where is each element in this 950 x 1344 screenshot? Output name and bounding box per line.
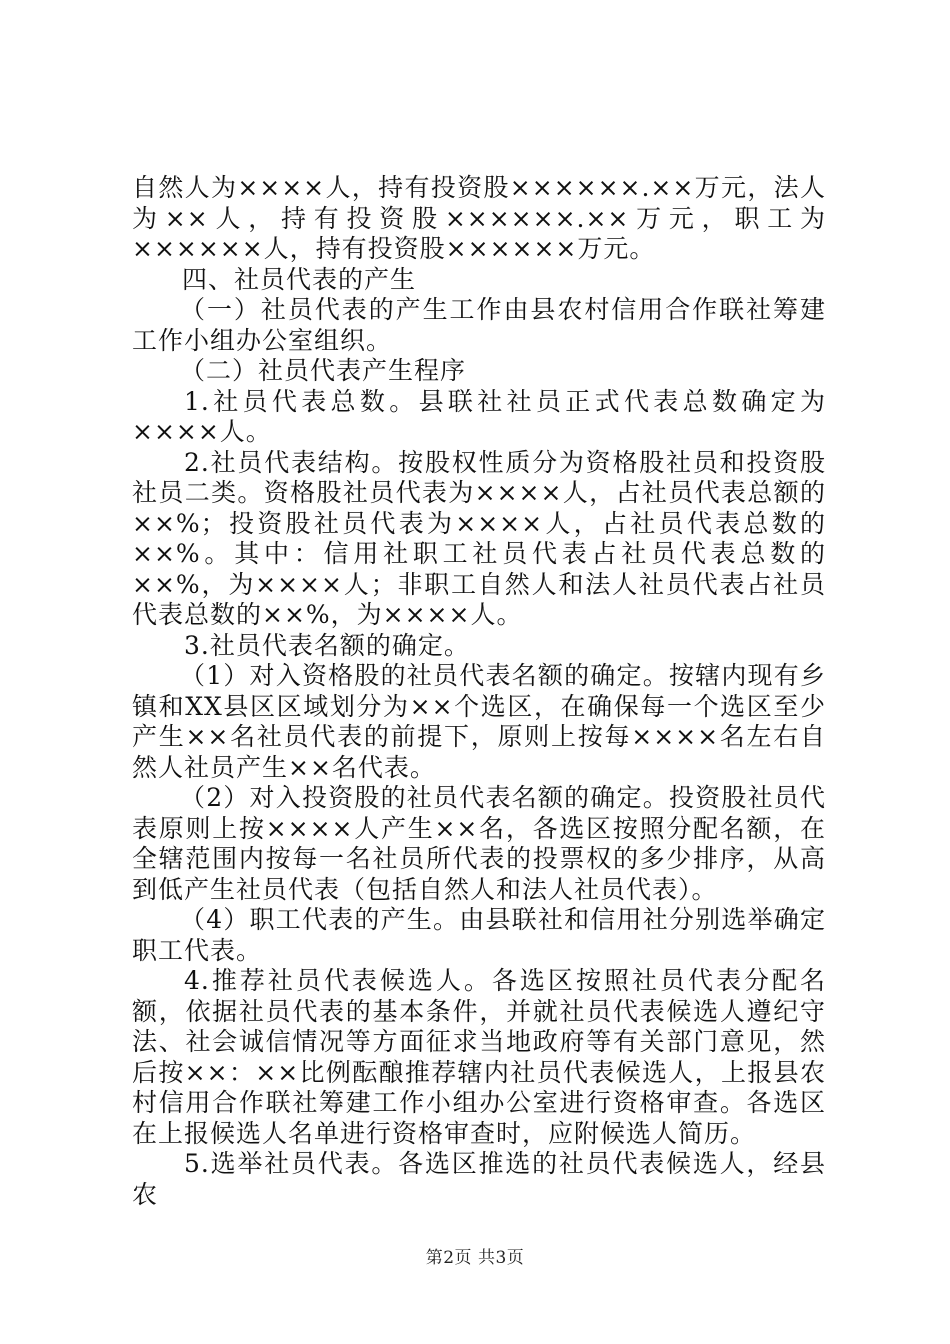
document-body <box>132 173 826 1210</box>
section-heading: 四、社员代表的产生 <box>182 264 417 294</box>
paragraph: 4.推荐社员代表候选人。各选区按照社员代表分配名额，依据社员代表的基本条件，并就社员代表候选人遵纪守法、社会诚信情况等方面征求当地政府等有关部门意见，然后按××：××比例酝酿推荐辖内社员代表候选人，上报县农村信用合作联社筹建工作小组办公室进行资格审查。各选区在上报候选人名单进行资格审查时，应附候选人简历。 <box>132 966 826 1148</box>
paragraph: （1）对入资格股的社员代表名额的确定。按辖内现有乡镇和XX县区区域划分为××个选区，在确保每一个选区至少产生××名社员代表的前提下，原则上按每××××名左右自然人社员产生××名代表。 <box>132 661 826 782</box>
paragraph: 5.选举社员代表。各选区推选的社员代表候选人，经县农 <box>132 1149 826 1209</box>
subsection-heading: （二）社员代表产生程序 <box>180 356 467 385</box>
paragraph: （2）对入投资股的社员代表名额的确定。投资股社员代表原则上按××××人产生××名，各选区按照分配名额，在全辖范围内按每一名社员所代表的投票权的多少排序，从高到低产生社员代表（包括自然人和法人社员代表）。 <box>132 783 826 904</box>
paragraph: （4）职工代表的产生。由县联社和信用社分别选举确定职工代表。 <box>132 905 826 965</box>
paragraph: 自然人为××××人，持有投资股××××××.××万元，法人为××人，持有投资股××××××.××万元，职工为××××××人，持有投资股××××××万元。 <box>132 173 826 263</box>
paragraph: 3.社员代表名额的确定。 <box>184 630 470 660</box>
paragraph: 1.社员代表总数。县联社社员正式代表总数确定为××××人。 <box>132 386 826 446</box>
page-footer: 第2页 共3页 <box>425 1248 525 1268</box>
paragraph: 2.社员代表结构。按股权性质分为资格股社员和投资股社员二类。资格股社员代表为××××人，占社员代表总额的××%；投资股社员代表为××××人，占社员代表总数的××%。其中：信用社职工社员代表占社员代表总数的××%，为××××人；非职工自然人和法人社员代表占社员代表总数的××%，为××××人。 <box>132 447 826 629</box>
paragraph: （一）社员代表的产生工作由县农村信用合作联社筹建工作小组办公室组织。 <box>132 295 826 355</box>
